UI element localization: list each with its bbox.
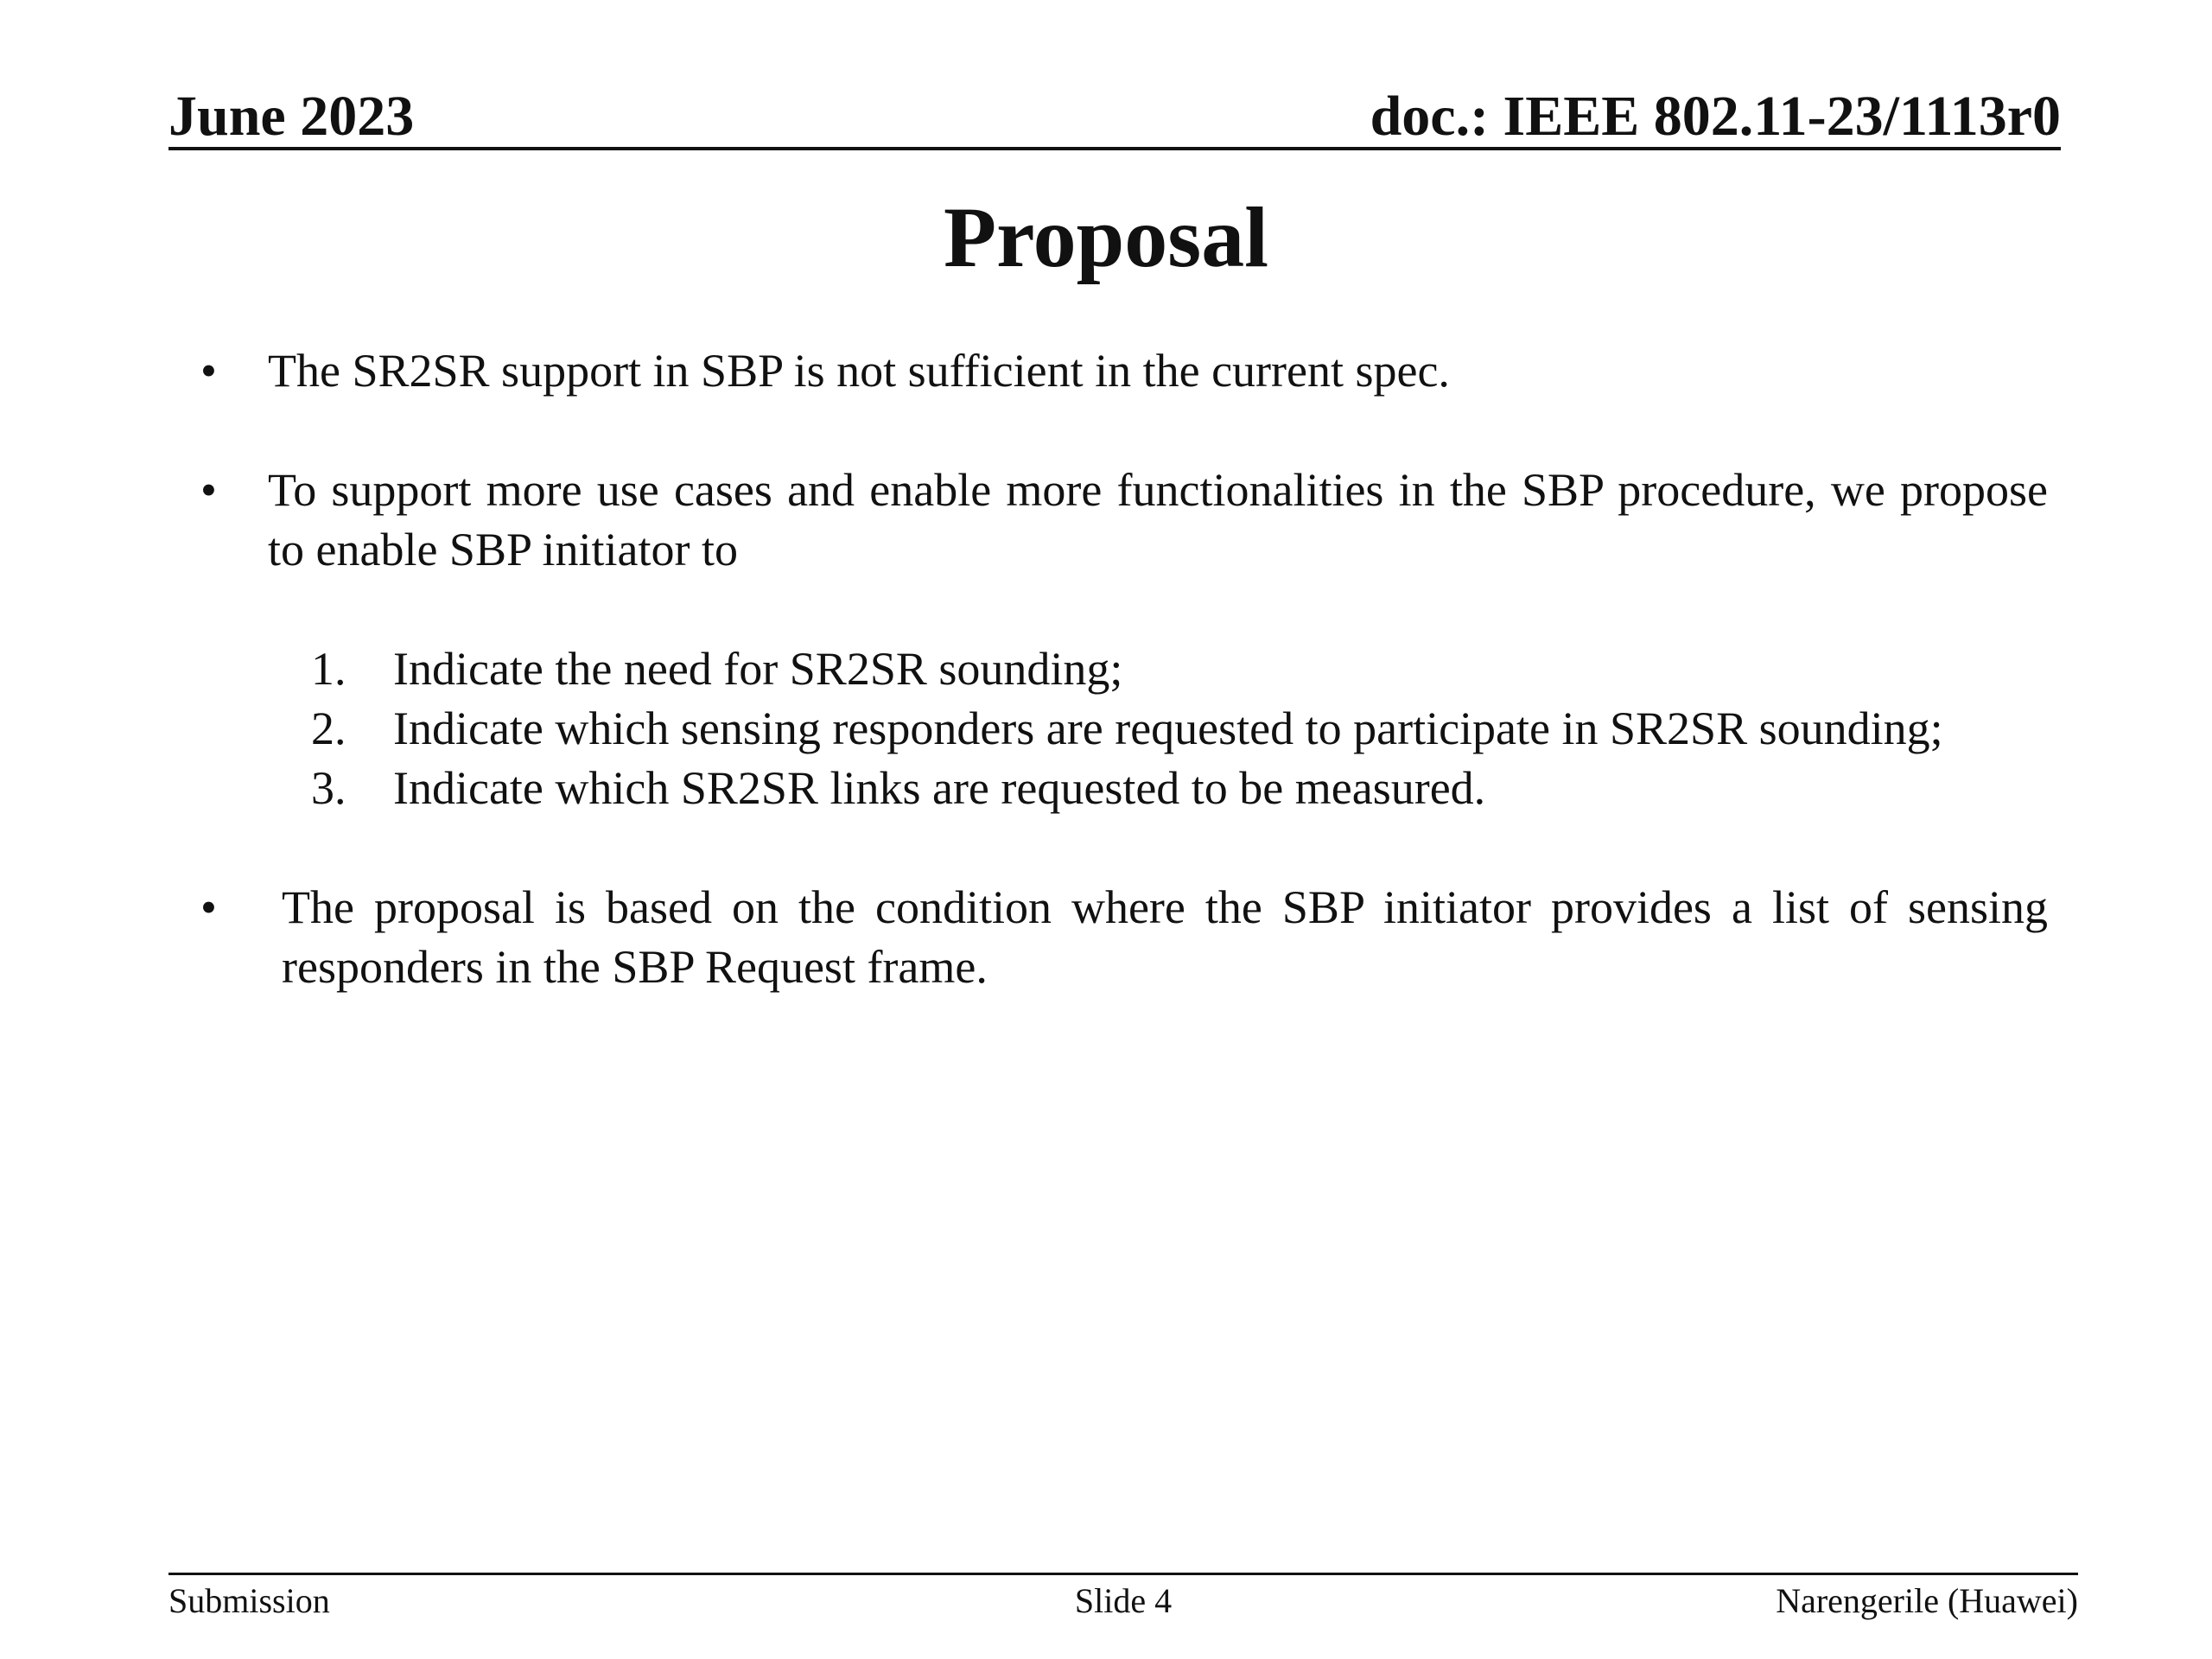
item-number: 1. — [311, 643, 346, 695]
numbered-item — [311, 699, 2048, 759]
slide-body — [190, 341, 2048, 997]
footer-divider — [168, 1573, 2078, 1575]
footer-author: Narengerile (Huawei) — [1776, 1581, 2078, 1620]
slide-title: Proposal — [944, 189, 1268, 285]
bullet-dot: • — [200, 464, 217, 516]
header-date: June 2023 — [168, 85, 415, 148]
item-text: Indicate which sensing responders are requested to participate in SR2SR sounding; — [393, 702, 1943, 754]
item-text: Indicate which SR2SR links are requested to be measured. — [393, 762, 1486, 814]
bullet-text: The proposal is based on the condition where the SBP initiator provides a list of sensing responders in the SBP Request frame. — [282, 881, 2048, 993]
numbered-item — [311, 639, 2048, 699]
slide-footer — [168, 1580, 2078, 1623]
footer-slide-number: Slide 4 — [1074, 1581, 1173, 1620]
bullet-dot: • — [200, 881, 217, 933]
bullet-text: To support more use cases and enable more functionalities in the SBP procedure, we propose to enable SBP initiator to — [268, 464, 2048, 575]
item-number: 2. — [311, 702, 346, 754]
numbered-list — [311, 639, 2048, 818]
bullet-dot: • — [200, 345, 217, 397]
numbered-item — [311, 759, 2048, 818]
item-number: 3. — [311, 762, 346, 814]
bullet-text: The SR2SR support in SBP is not sufficient in the current spec. — [268, 345, 1450, 397]
footer-submission: Submission — [168, 1581, 330, 1620]
item-text: Indicate the need for SR2SR sounding; — [393, 643, 1123, 695]
bullet-item — [190, 461, 2048, 580]
header-divider — [168, 147, 2061, 150]
slide-header — [168, 82, 2061, 151]
bullet-item — [190, 341, 2048, 401]
header-doc-id: doc.: IEEE 802.11-23/1113r0 — [1370, 85, 2061, 148]
bullet-item — [190, 878, 2048, 997]
